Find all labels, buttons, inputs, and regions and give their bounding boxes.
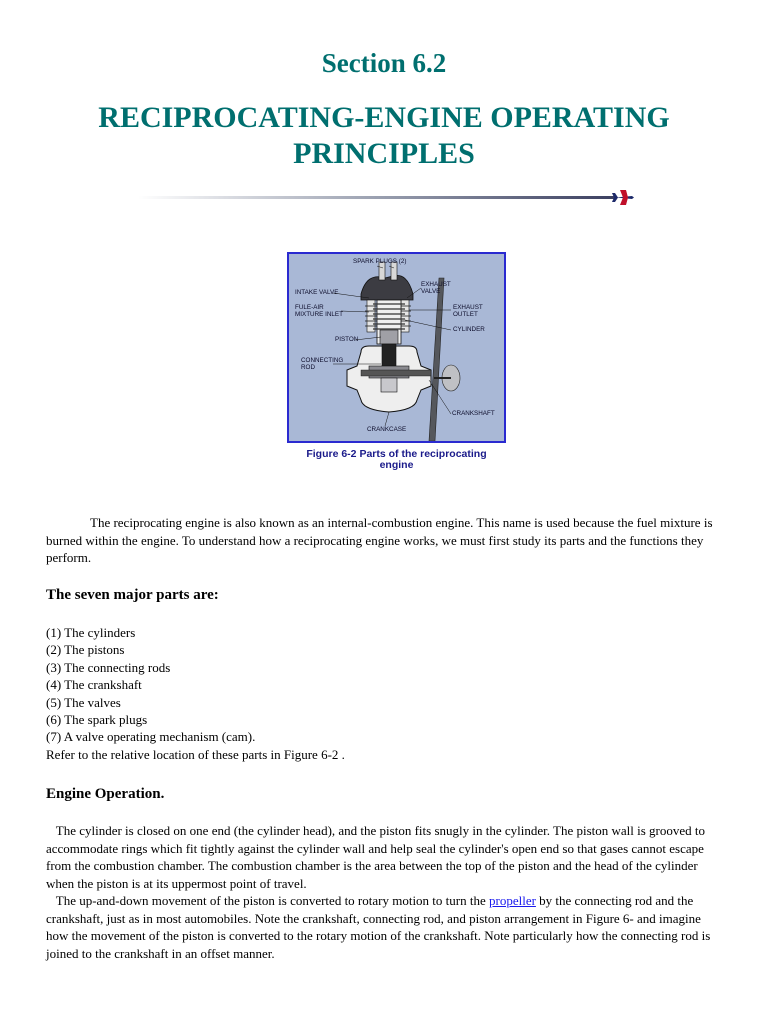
list-item: (6) The spark plugs [46,712,148,728]
label-exhaust-outlet: EXHAUST OUTLET [453,304,483,318]
page-title [0,100,768,172]
section-number: Section 6.2 [321,48,447,78]
operation-heading: Engine Operation. [46,786,165,802]
decorative-divider [138,190,634,206]
label-cylinder: CYLINDER [453,326,485,333]
list-item: (7) A valve operating mechanism (cam). [46,729,256,745]
intro-paragraph [46,514,726,567]
label-crankcase: CRANKCASE [367,426,407,433]
parts-heading: The seven major parts are: [46,587,219,603]
intro-text: The reciprocating engine is also known as an internal-combustion engine. This name is used because the fuel mixture is burned within the engine. To understand how a reciprocating engine works, we must first study its parts and the functions they perform. [46,515,713,565]
airplane-icon [612,190,634,205]
figure-caption [287,449,506,471]
operation-paragraph-1 [46,822,726,892]
operation-text-1: The cylinder is closed on one end (the cylinder head), and the piston fits snugly in the cylinder. The piston wall is grooved to accommodate rings which fit tightly against the cylinder wall and help seal the cylinder's open end so that gases cannot escape from the combustion chamber. The combustion chamber is the area between the top of the piston and the head of the cylinder when the piston is at its uppermost point of travel. [46,823,706,891]
figure-reference: Refer to the relative location of these parts in Figure 6-2 . [46,746,345,762]
figure-caption-line-2: engine [379,459,414,471]
list-item: (4) The crankshaft [46,677,142,693]
label-piston: PISTON [335,336,359,343]
list-item: (1) The cylinders [46,625,136,640]
operation-paragraph-2 [46,892,726,962]
label-fuel-air-inlet: FULE-AIR MIXTURE INLET [295,304,343,318]
operation-body [46,822,726,962]
parts-list [46,624,345,763]
figure-caption-line-1: Figure 6-2 Parts of the reciprocating [306,448,487,460]
operation-text-2a: The up-and-down movement of the piston is converted to rotary motion to turn the [55,893,489,908]
operation-text-2b: by the connecting rod and the crankshaft, just as in most automobiles. Note the crankshaft, connecting rod, and piston arrangement in Figure 6- and imagine how the movement of the piston is converted to the rotary motion of the crankshaft. Note particularly how the connecting rod is joined to the crankshaft in an offset manner. [46,893,711,961]
page-title-line-2: PRINCIPLES [293,137,475,170]
label-exhaust-valve: EXHAUST VALVE [421,281,451,295]
label-spark-plugs: SPARK PLUGS (2) [353,258,407,265]
label-intake-valve: INTAKE VALVE [295,289,339,296]
propeller-link[interactable]: propeller [489,893,536,908]
label-leader-lines [289,254,504,441]
label-crankshaft: CRANKSHAFT [452,410,495,417]
list-item: (3) The connecting rods [46,659,171,675]
page-title-line-1: RECIPROCATING-ENGINE OPERATING [98,101,670,134]
list-item: (5) The valves [46,694,121,710]
label-connecting-rod: CONNECTING ROD [301,357,344,371]
list-item: (2) The pistons [46,642,125,658]
engine-diagram [287,252,506,443]
